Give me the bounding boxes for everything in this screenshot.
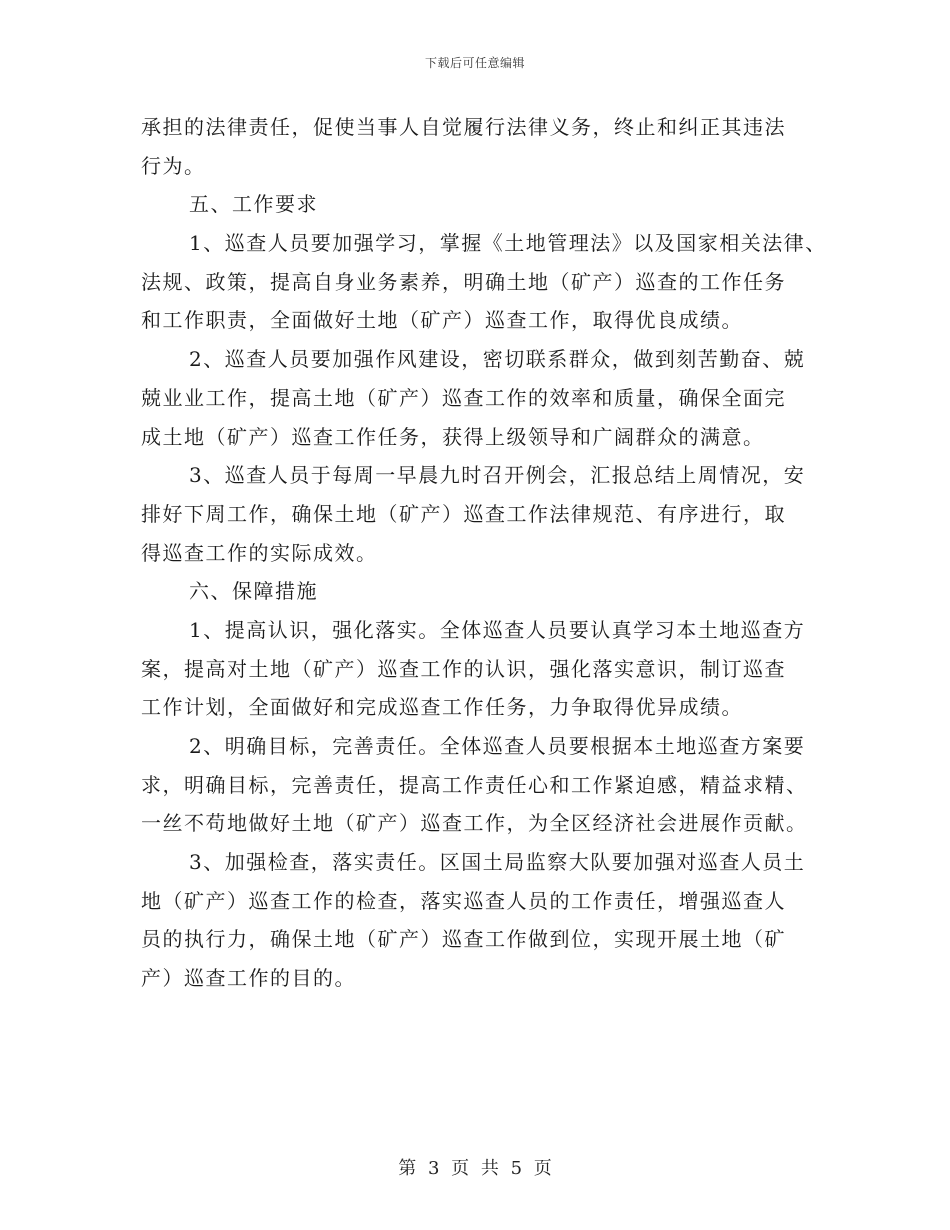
body-line: 工作计划，全面做好和完成巡查工作任务，力争取得优异成绩。 [141, 695, 743, 720]
body-line: 和工作职责，全面做好土地（矿产）巡查工作，取得优良成绩。 [141, 308, 743, 333]
body-line: 求，明确目标，完善责任，提高工作责任心和工作紧迫感，精益求精、 [141, 772, 808, 797]
body-line: 承担的法律责任，促使当事人自觉履行法律义务，终止和纠正其违法 [141, 115, 786, 139]
body-line: 一丝不苟地做好土地（矿产）巡查工作，为全区经济社会进展作贡献。 [141, 811, 808, 836]
body-line: 员的执行力，确保土地（矿产）巡查工作做到位，实现开展土地（矿 [141, 927, 786, 952]
body-line: 1、巡查人员要加强学习，掌握《土地管理法》以及国家相关法律、 [189, 231, 827, 256]
body-line: 案，提高对土地（矿产）巡查工作的认识，强化落实意识，制订巡查 [141, 656, 786, 681]
body-line: 2、巡查人员要加强作风建设，密切联系群众，做到刻苦勤奋、兢 [189, 347, 806, 372]
body-line: 兢业业工作，提高土地（矿产）巡查工作的效率和质量，确保全面完 [141, 385, 786, 410]
body-line: 地（矿产）巡查工作的检查，落实巡查人员的工作责任，增强巡查人 [141, 888, 786, 913]
body-line: 得巡查工作的实际成效。 [141, 540, 378, 565]
body-line: 成土地（矿产）巡查工作任务，获得上级领导和广阔群众的满意。 [141, 424, 765, 449]
body-line: 2、明确目标，完善责任。全体巡查人员要根据本土地巡查方案要 [189, 734, 806, 758]
body-line: 3、加强检查，落实责任。区国土局监察大队要加强对巡查人员土 [189, 850, 806, 875]
body-line: 1、提高认识，强化落实。全体巡查人员要认真学习本土地巡查方 [189, 617, 806, 642]
section-heading: 五、工作要求 [189, 192, 318, 217]
body-line: 行为。 [141, 153, 206, 178]
section-heading: 六、保障措施 [189, 579, 318, 604]
page-header: 下载后可任意编辑 [424, 56, 525, 70]
body-line: 产）巡查工作的目的。 [141, 966, 356, 991]
document-body [141, 108, 827, 998]
body-line: 3、巡查人员于每周一早晨九时召开例会，汇报总结上周情况，安 [189, 463, 806, 488]
page-number: 第 3 页 共 5 页 [398, 1158, 552, 1179]
body-line: 排好下周工作，确保土地（矿产）巡查工作法律规范、有序进行，取 [141, 501, 786, 526]
body-line: 法规、政策，提高自身业务素养，明确土地（矿产）巡查的工作任务 [141, 269, 786, 294]
